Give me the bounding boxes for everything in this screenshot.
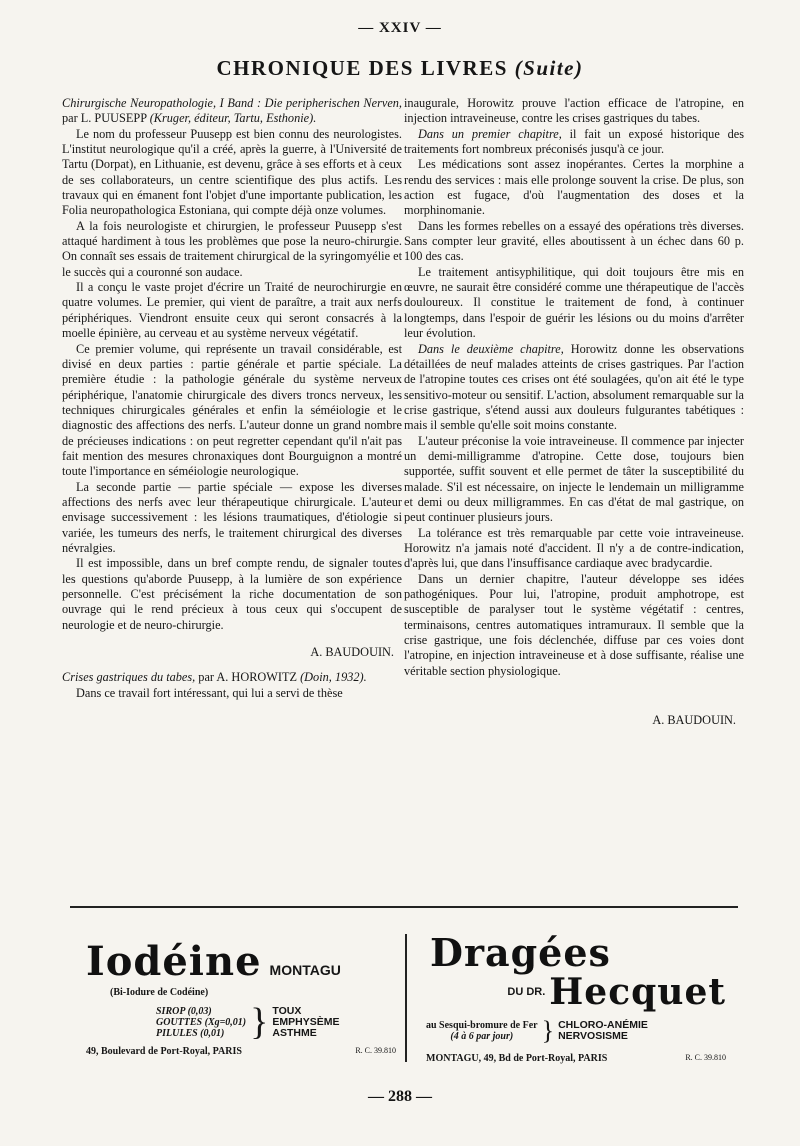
paragraph: L'auteur préconise la voie intraveineuse. Il commence par injecter un demi-milligramme d'atropine. Cette dose, toujours bien supportée, suffit souvent et elle permet de tâter la susceptibilité du malade. S'il est nécessaire, on injecte le lendemain un milligramme et demi ou deux milligrammes. En cas d'état de mal gastrique, on peut continuer plusieurs jours.	[404, 433, 744, 525]
ad-dragees-hecquet	[426, 930, 726, 1064]
paragraph: Le traitement antisyphilitique, qui doit toujours être mis en œuvre, ne saurait être considéré comme une thérapeutique de l'accès douloureux. Il constitue le traitement de fond, à continuer longtemps, dans l'espoir de guérir les lésions ou du moins d'arrêter leur évolution.	[404, 264, 744, 341]
book-reference-horowitz	[62, 670, 402, 685]
ad-indication: NERVOSISME	[558, 1030, 628, 1042]
ad-brand: Dragées	[430, 930, 611, 975]
ad-indication: EMPHYSÈME	[272, 1015, 340, 1028]
ad-form: GOUTTES (Xg=0,01)	[156, 1016, 247, 1028]
book-reference-puusepp	[62, 96, 402, 127]
ad-maker: MONTAGU	[269, 962, 341, 978]
ad-indication: CHLORO-ANÉMIE	[558, 1019, 648, 1031]
ref-publisher: (Doin, 1932).	[300, 670, 367, 685]
title-main: CHRONIQUE DES LIVRES	[216, 56, 508, 80]
brace-symbol: }	[541, 1016, 555, 1045]
ad-doctor: Hecquet	[549, 971, 726, 1013]
paragraph: Il a conçu le vaste projet d'écrire un Traité de neurochirurgie en quatre volumes. Le premier, qui vient de paraître, a trait aux nerfs périphériques. Viendront ensuite ceux qui seront consacrés à la moelle épinière, au cerveau et au système nerveux végétatif.	[62, 280, 402, 341]
paragraph: Ce premier volume, qui représente un travail considérable, est divisé en deux parties : partie générale et partie spéciale. La première étudie : la pathologie générale du système nerveux périphérique, l'anatomie chirurgicale des divers troncs nerveux, les techniques chirurgicales générales et enfin la séméiologie et le diagnostic des affections des nerfs. L'auteur donne un grand nombre de précieuses indications : on peut regretter cependant qu'il n'ait pas fait mention des mesures chronaxiques dont Bourguignon a montré toute l'importance en séméiologie neurologique.	[62, 341, 402, 479]
ad-iodeine	[86, 938, 396, 1057]
paragraph: Dans un premier chapitre, il fait un exposé historique des traitements fort nombreux préconisés jusqu'à ce jour.	[404, 126, 744, 157]
ad-registration: R. C. 39.810	[685, 1053, 726, 1062]
left-column	[62, 96, 402, 701]
ad-indication: ASTHME	[272, 1026, 317, 1039]
signature: A. BAUDOUIN.	[310, 645, 394, 660]
section-roman-numeral: — XXIV —	[358, 20, 442, 36]
paragraph: Il est impossible, dans un bref compte rendu, de signaler toutes les questions qu'aborde Puusepp, à la lumière de son expérience personnelle. C'est précisément la riche documentation de son ouvrage qui le rend précieux à tous ceux qui s'occupent de neurologie et de neuro-chirurgie.	[62, 556, 402, 632]
page-title	[0, 56, 800, 81]
ad-composition: au Sesqui-bromure de Fer	[426, 1020, 538, 1031]
paragraph: Le nom du professeur Puusepp est bien connu des neurologistes. L'institut neurologique qu'il a créé, après la guerre, à l'Université de Tartu (Dorpat), en Lithuanie, est devenu, grâce à ses efforts et à ceux de ses collaborateurs, un centre scientifique des plus actifs. Les travaux qui en émanent font l'objet d'une importante publication, les Folia neuropathologica Estoniana, qui compte déjà onze volumes.	[62, 126, 402, 218]
paragraph: Dans les formes rebelles on a essayé des opérations très diverses. Sans compter leur gravité, elles aboutissent à un échec dans 60 p. 100 des cas.	[404, 218, 744, 264]
title-suffix: (Suite)	[514, 56, 584, 80]
paragraph: Dans ce travail fort intéressant, qui lui a servi de thèse	[76, 685, 343, 700]
ad-brand: Iodéine	[86, 938, 262, 985]
brace-symbol: }	[250, 1001, 269, 1043]
ad-indication: TOUX	[272, 1004, 302, 1017]
ad-address: MONTAGU, 49, Bd de Port-Royal, PARIS	[426, 1053, 608, 1064]
ad-registration: R. C. 39.810	[355, 1046, 396, 1055]
ad-divider-rule	[70, 906, 738, 908]
right-column	[404, 96, 744, 728]
signature: A. BAUDOUIN.	[652, 713, 736, 728]
ad-address: 49, Boulevard de Port-Royal, PARIS	[86, 1046, 242, 1057]
page-number: — 288 —	[368, 1088, 432, 1105]
paragraph: La tolérance est très remarquable par cette voie intraveineuse. Horowitz n'a jamais noté d'accident. Il n'y a de contre-indication, d'après lui, que dans l'insuffisance cardiaque avec bradycardie.	[404, 525, 744, 571]
ad-dose: (4 à 6 par jour)	[450, 1031, 514, 1042]
paragraph: La seconde partie — partie spéciale — expose les diverses affections des nerfs avec leur thérapeutique chirurgicale. L'auteur envisage successivement : les lésions traumatiques, d'étiologie si variée, les tumeurs des nerfs, le traitement chirurgical des diverses névralgies.	[62, 479, 402, 555]
ad-vertical-divider	[405, 934, 407, 1062]
ref-publisher: (Kruger, éditeur, Tartu, Esthonie).	[149, 111, 317, 126]
paragraph: A la fois neurologiste et chirurgien, le professeur Puusepp s'est attaqué hardiment à tous les problèmes que pose la neuro-chirurgie. On connaît ses essais de traitement chirurgical de la syringomyélie et le succès qui a couronné son audace.	[62, 218, 402, 279]
ref-author: par A. HOROWITZ	[195, 670, 301, 685]
ad-form: PILULES (0,01)	[156, 1027, 225, 1039]
ad-by: DU DR.	[507, 986, 546, 998]
ad-subtitle: (Bi-Iodure de Codéine)	[110, 987, 209, 998]
ref-title: Crises gastriques du tabes,	[62, 670, 196, 685]
ref-author: par L. PUUSEPP	[62, 111, 150, 126]
paragraph: inaugurale, Horowitz prouve l'action efficace de l'atropine, en injection intraveineuse, contre les crises gastriques du tabes.	[404, 96, 744, 126]
paragraph: Les médications sont assez inopérantes. Certes la morphine a rendu des services : mais elle prolonge souvent la crise. De plus, son action est fugace, d'où l'augmentation des doses et la morphinomanie.	[404, 157, 744, 218]
ad-form: SIROP (0,03)	[156, 1005, 212, 1017]
paragraph: Dans le deuxième chapitre, Horowitz donne les observations détaillées de neuf malades atteints de crises gastriques. Par l'action de l'atropine toutes ces crises ont été soulagées, qu'on ait été le type sensitivo-moteur ou sensitif. L'action, absolument remarquable sur la crise gastrique, s'étend aussi aux douleurs fulgurantes tabétiques : mais il semble qu'elle soit moins constante.	[404, 341, 745, 433]
paragraph: Dans un dernier chapitre, l'auteur développe ses idées pathogéniques. Pour lui, l'atropine, produit amphotrope, est susceptible de paralyser tout le système végétatif : centres, terminaisons, centres automatiques intramuraux. Il semble que la crise gastrique, une fois déclenchée, diffuse par ces voies dont l'atropine, en injection intraveineuse et à dose suffisante, réalise une véritable section physiologique.	[404, 571, 744, 678]
ref-title: Chirurgische Neuropathologie, I Band : Die peripherischen Nerven,	[62, 96, 402, 110]
